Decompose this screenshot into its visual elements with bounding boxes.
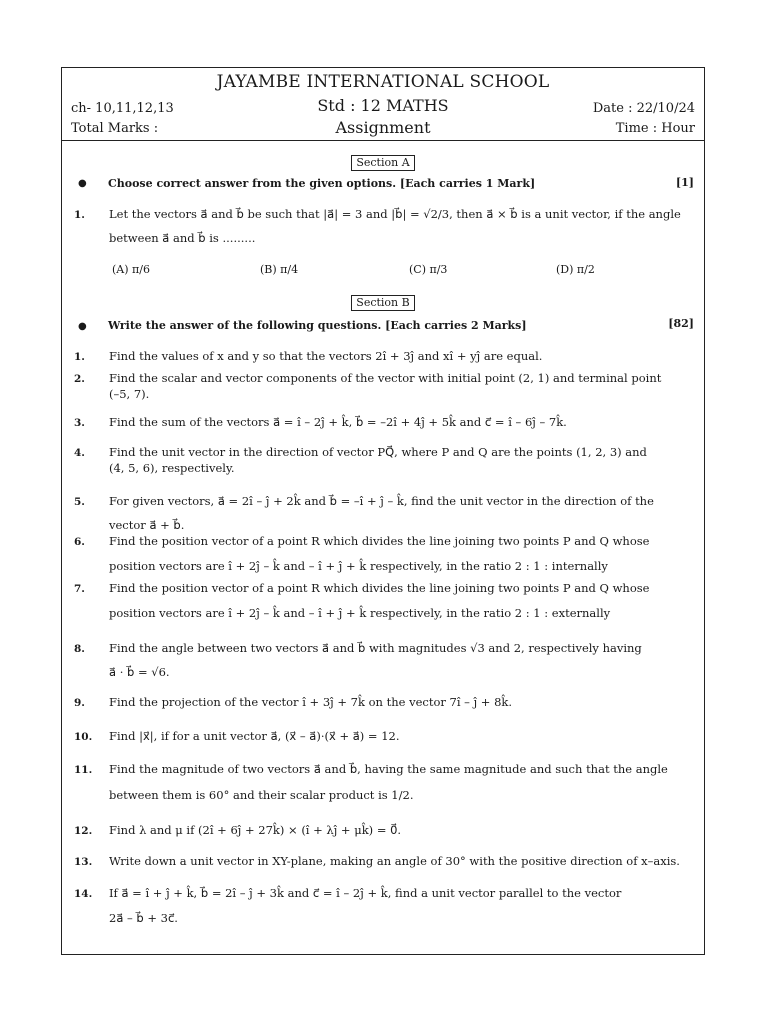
section-b-heading: Section B: [62, 291, 704, 311]
date-label: Date : 22/10/24: [592, 101, 695, 116]
question-text: Find |x⃗|, if for a unit vector a⃗, (x⃗ – a⃗)·(x⃗ + a⃗) = 12.: [109, 729, 400, 743]
question-text: Find the scalar and vector components of the vector with initial point (2, 1) and terminal point: [109, 371, 662, 385]
std-label: Std : 12 MATHS: [317, 96, 449, 115]
question-number: 8.: [74, 643, 85, 655]
question-number: 11.: [74, 764, 93, 776]
question-text: Find the values of x and y so that the vectors 2î + 3ĵ and xî + yĵ are equal.: [109, 349, 543, 363]
question-text-cont: between them is 60° and their scalar product is 1/2.: [109, 788, 414, 802]
chapters-label: ch- 10,11,12,13: [71, 101, 174, 116]
question-text: Find the position vector of a point R which divides the line joining two points P and Q whose: [109, 581, 650, 595]
question-text: Find the magnitude of two vectors a⃗ and b⃗, having the same magnitude and such that the angle: [109, 762, 668, 776]
question-number: 13.: [74, 856, 93, 868]
option-d: (D) π/2: [556, 263, 595, 276]
assignment-title: Assignment: [335, 118, 431, 137]
question-text: Let the vectors a⃗ and b⃗ be such that |a⃗| = 3 and |b⃗| = √2/3, then a⃗ × b⃗ is a unit vector, if the angle: [109, 207, 681, 221]
question-number: 5.: [74, 496, 85, 508]
question-number: 1.: [74, 351, 85, 363]
question-text: If a⃗ = î + ĵ + k̂, b⃗ = 2î – ĵ + 3k̂ and c⃗ = î – 2ĵ + k̂, find a unit vector parallel to the vector: [109, 886, 622, 900]
question-text-cont: 2a⃗ – b⃗ + 3c⃗.: [109, 911, 178, 925]
total-marks-label: Total Marks :: [71, 121, 159, 136]
question-text: Find the sum of the vectors a⃗ = î – 2ĵ + k̂, b⃗ = –2î + 4ĵ + 5k̂ and c⃗ = î – 6ĵ – 7k̂.: [109, 415, 567, 429]
question-text: For given vectors, a⃗ = 2î – ĵ + 2k̂ and b⃗ = –î + ĵ – k̂, find the unit vector in the direction of the: [109, 494, 654, 508]
option-a: (A) π/6: [112, 263, 150, 276]
school-name: JAYAMBE INTERNATIONAL SCHOOL: [216, 72, 550, 92]
question-number: 7.: [74, 583, 85, 595]
question-text: Find the position vector of a point R which divides the line joining two points P and Q whose: [109, 534, 650, 548]
question-text: Find the angle between two vectors a⃗ and b⃗ with magnitudes √3 and 2, respectively having: [109, 641, 642, 655]
question-text: Find the projection of the vector î + 3ĵ + 7k̂ on the vector 7î – ĵ + 8k̂.: [109, 695, 513, 709]
question-number: 10.: [74, 731, 93, 743]
question-number: 2.: [74, 373, 85, 385]
question-text: Find the unit vector in the direction of vector PQ⃗, where P and Q are the points (1, 2, 3) and: [109, 445, 647, 459]
bullet-icon: ●: [78, 321, 87, 332]
question-text-cont: position vectors are î + 2ĵ – k̂ and – î + ĵ + k̂ respectively, in the ratio 2 : 1 : externally: [109, 606, 611, 620]
question-number: 4.: [74, 447, 85, 459]
section-b-instruction: Write the answer of the following questions. [Each carries 2 Marks]: [108, 319, 527, 332]
question-number: 14.: [74, 888, 93, 900]
question-text-cont: between a⃗ and b⃗ is .........: [109, 231, 256, 245]
section-a-instruction: Choose correct answer from the given options. [Each carries 1 Mark]: [108, 177, 536, 190]
question-number: 9.: [74, 697, 85, 709]
question-number: 12.: [74, 825, 93, 837]
question-text-cont: (4, 5, 6), respectively.: [109, 461, 235, 475]
assignment-sheet: [61, 67, 705, 955]
question-number: 3.: [74, 417, 85, 429]
question-text-cont: (–5, 7).: [109, 387, 150, 401]
section-a-heading: Section A: [62, 151, 704, 171]
question-text: Write down a unit vector in XY-plane, making an angle of 30° with the positive direction of x–axis.: [109, 854, 680, 868]
question-text-cont: position vectors are î + 2ĵ – k̂ and – î + ĵ + k̂ respectively, in the ratio 2 : 1 : internally: [109, 559, 608, 573]
question-text-cont: a⃗ · b⃗ = √6.: [109, 665, 170, 679]
section-b-marks: [82]: [668, 317, 694, 330]
option-c: (C) π/3: [409, 263, 448, 276]
section-a-marks: [1]: [675, 176, 694, 189]
question-text: Find λ and μ if (2î + 6ĵ + 27k̂) × (î + λĵ + μk̂) = 0⃗.: [109, 823, 402, 837]
bullet-icon: ●: [78, 178, 87, 189]
question-number: 6.: [74, 536, 85, 548]
question-number: 1.: [74, 209, 85, 221]
option-b: (B) π/4: [260, 263, 299, 276]
time-label: Time : Hour: [615, 121, 695, 136]
question-text-cont: vector a⃗ + b⃗.: [109, 518, 185, 532]
header-divider: [62, 140, 704, 141]
